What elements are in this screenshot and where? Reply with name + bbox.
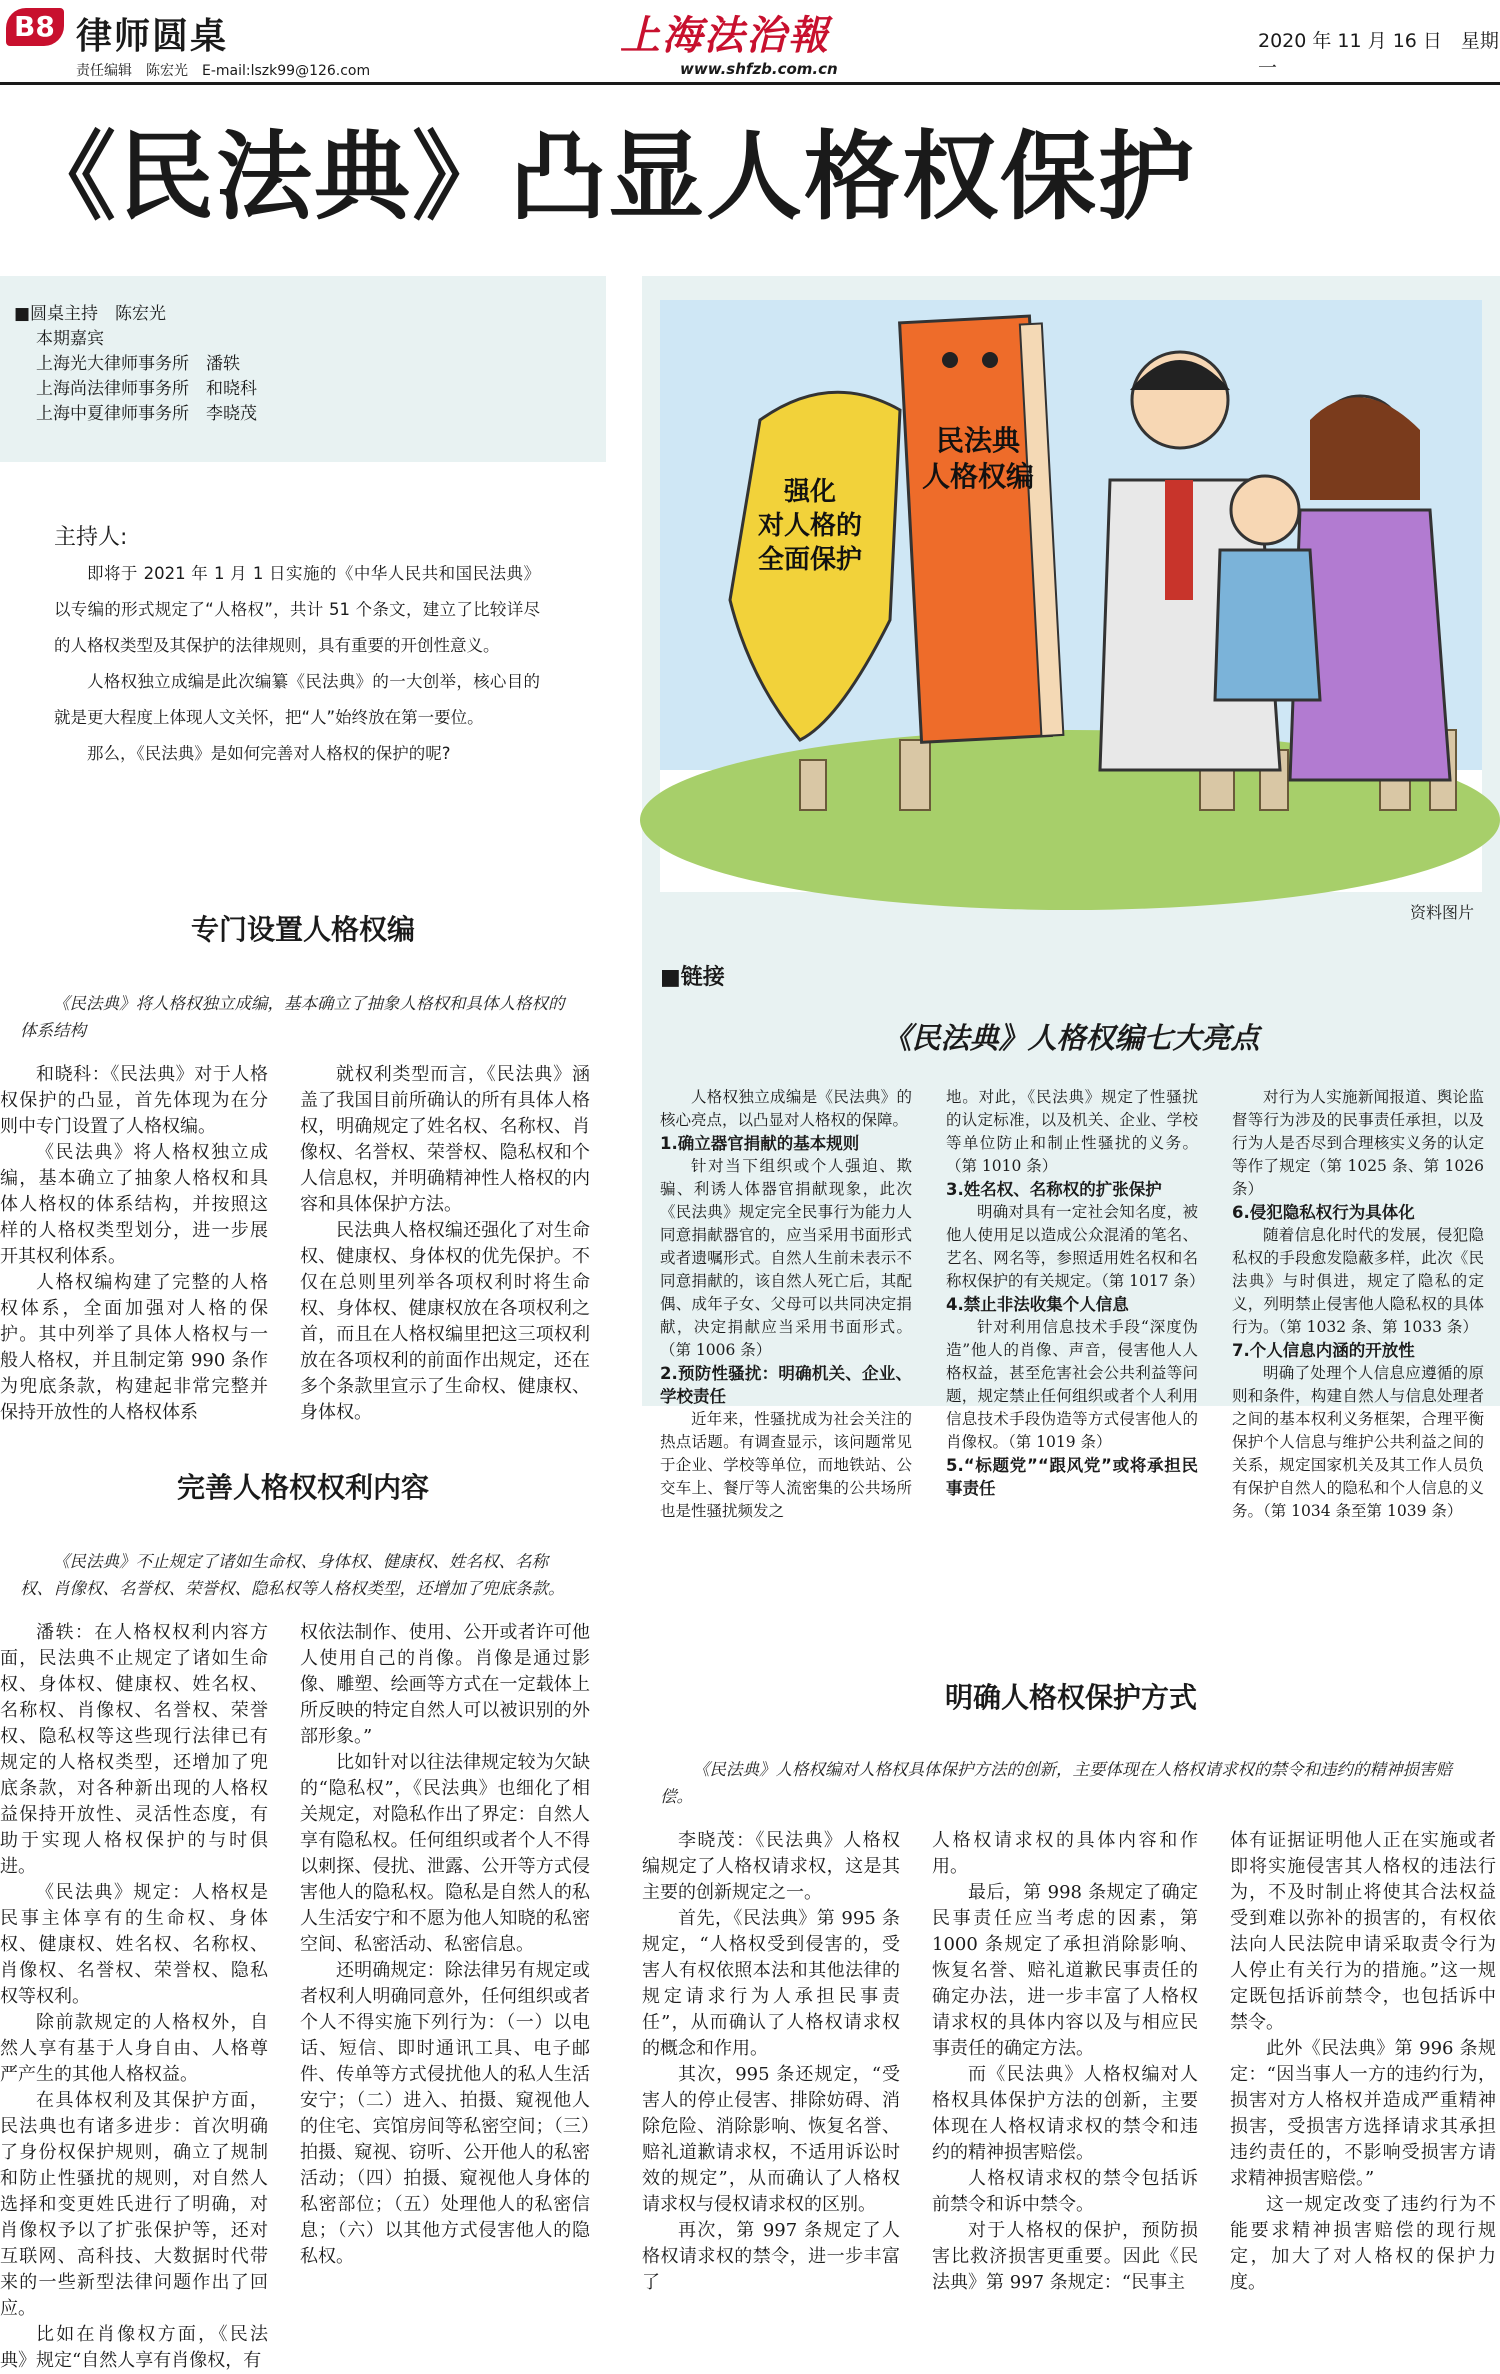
panel-guest-3: 上海中夏律师事务所 李晓茂	[36, 404, 257, 424]
s1-c2-p2: 民法典人格权编还强化了对生命权、健康权、身体权的优先保护。不仅在总则里列举各项权利时将生命权、身体权、健康权放在各项权利之首，而且在人格权编里把这三项权利放在各项权利的前面作出规定，还在多个条款里宣示了生命权、健康权、身体权。	[300, 1220, 590, 1423]
s2-c1-p4: 在具体权利及其保护方面，民法典也有诸多进步：首次明确了身份权保护规则，确立了规制和防止性骚扰的规则，对自然人选择和变更姓氏进行了明确，对肖像权予以了扩张保护等，还对互联网、高科技、大数据时代带来的一些新型法律问题作出了回应。	[0, 2090, 268, 2319]
s3-c3-p1: 体有证据证明他人正在实施或者即将实施侵害其人格权的违法行为，不及时制止将使其合法权益受到难以弥补的损害的，有权依法向人民法院申请采取责令行为人停止有关行为的措施。”这一规定既包括诉前禁令，也包括诉中禁令。	[1230, 1830, 1496, 2033]
highlight-heading: 2.预防性骚扰：明确机关、企业、学校责任	[660, 1364, 912, 1406]
s1-c1-p1: 和晓科：《民法典》对于人格权保护的凸显，首先体现为在分则中专门设置了人格权编。	[0, 1064, 268, 1137]
highlight-paragraph: 明确对具有一定社会知名度，被他人使用足以造成公众混淆的笔名、艺名、网名等，参照适用姓名权和名称权保护的有关规定。（第 1017 条）	[946, 1203, 1205, 1290]
s2-c2-p2: 比如针对以往法律规定较为欠缺的“隐私权”，《民法典》也细化了相关规定，对隐私作出了界定：自然人享有隐私权。任何组织或者个人不得以刺探、侵扰、泄露、公开等方式侵害他人的隐私权。隐私是自然人的私人生活安宁和不愿为他人知晓的私密空间、私密活动、私密信息。	[300, 1752, 590, 1955]
s3-c2-p3: 而《民法典》人格权编对人格权具体保护方法的创新，主要体现在人格权请求权的禁令和违约的精神损害赔偿。	[932, 2064, 1198, 2163]
illustration	[660, 300, 1482, 892]
s2-c1-p5: 比如在肖像权方面，《民法典》规定“自然人享有肖像权，有	[0, 2324, 268, 2371]
s3-c2-p1: 人格权请求权的具体内容和作用。	[932, 1830, 1198, 1877]
highlight-paragraph: 随着信息化时代的发展，侵犯隐私权的手段愈发隐蔽多样，此次《民法典》与时俱进，规定了隐私的定义，列明禁止侵害他人隐私权的具体行为。（第 1032 条、第 1033 条）	[1232, 1226, 1484, 1336]
panel-guest-2: 上海尚法律师事务所 和晓科	[36, 379, 257, 399]
website: www.shfzb.com.cn	[680, 60, 838, 78]
section-2-col-1	[0, 1620, 268, 2374]
s2-c1-p2: 《民法典》规定：人格权是民事主体享有的生命权、身体权、健康权、姓名权、名称权、肖像权、名誉权、荣誉权、隐私权等权利。	[0, 1882, 268, 2007]
section-1-lead: 《民法典》将人格权独立成编，基本确立了抽象人格权和具体人格权的体系结构	[20, 994, 565, 1040]
host-para-1: 即将于 2021 年 1 月 1 日实施的《中华人民共和国民法典》以专编的形式规定了“人格权”，共计 51 个条文，建立了比较详尽的人格权类型及其保护的法律规则，具有重要的开创性意义。	[54, 564, 540, 655]
highlight-heading: 7.个人信息内涵的开放性	[1232, 1341, 1415, 1360]
host-label: 主持人:	[54, 525, 128, 550]
section-title: 律师圆桌	[76, 16, 229, 57]
link-col-3	[1232, 1086, 1484, 1523]
section-3-lead: 《民法典》人格权编对人格权具体保护方法的创新，主要体现在人格权请求权的禁令和违约的精神损害赔偿。	[660, 1760, 1452, 1806]
s3-c2-p5: 对于人格权的保护，预防损害比救济损害更重要。因此《民法典》第 997 条规定：“民事主	[932, 2220, 1198, 2293]
host-para-3: 那么，《民法典》是如何完善对人格权的保护的呢?	[87, 744, 451, 763]
guest-list	[14, 302, 257, 427]
link-label: ■链接	[660, 965, 725, 990]
editor-line: 责任编辑 陈宏光 E-mail:lszk99@126.com	[76, 63, 371, 79]
section-1-col-1	[0, 1062, 268, 1426]
section-2-col-2	[300, 1620, 590, 2270]
s2-c1-p3: 除前款规定的人格权外，自然人享有基于人身自由、人格尊严产生的其他人格权益。	[0, 2012, 268, 2085]
s3-c1-p2: 首先，《民法典》第 995 条规定，“人格权受到侵害的，受害人有权依照本法和其他法律的规定请求行为人承担民事责任”，从而确认了人格权请求权的概念和作用。	[642, 1908, 900, 2059]
s2-c1-p1: 潘轶：在人格权权利内容方面，民法典不止规定了诸如生命权、身体权、健康权、姓名权、名称权、肖像权、名誉权、荣誉权、隐私权等这些现行法律已有规定的人格权类型，还增加了兜底条款，对各种新出现的人格权益保持开放性、灵活性态度，有助于实现人格权保护的与时俱进。	[0, 1622, 268, 1877]
highlight-heading: 3.姓名权、名称权的扩张保护	[946, 1180, 1162, 1199]
section-3-col-1	[642, 1828, 900, 2296]
section-2-title: 完善人格权权利内容	[176, 1471, 429, 1504]
section-3-col-3	[1230, 1828, 1496, 2296]
s2-c2-p3: 还明确规定：除法律另有规定或者权利人明确同意外，任何组织或者个人不得实施下列行为：（一）以电话、短信、即时通讯工具、电子邮件、传单等方式侵扰他人的私人生活安宁；（二）进入、拍摄、窥视他人的住宅、宾馆房间等私密空间；（三）拍摄、窥视、窃听、公开他人的私密活动；（四）拍摄、窥视他人身体的私密部位；（五）处理他人的私密信息；（六）以其他方式侵害他人的隐私权。	[300, 1960, 590, 2267]
s3-c1-p4: 再次，第 997 条规定了人格权请求权的禁令，进一步丰富了	[642, 2220, 900, 2293]
panel-host: ■圆桌主持 陈宏光	[14, 304, 167, 324]
book-text: 民法典人格权编	[921, 424, 1035, 493]
highlight-heading: 4.禁止非法收集个人信息	[946, 1295, 1129, 1314]
highlight-heading: 6.侵犯隐私权行为具体化	[1232, 1203, 1415, 1222]
s1-c1-p3: 人格权编构建了完整的人格权体系，全面加强对人格的保护。其中列举了具体人格权与一般人格权，并且制定第 990 条作为兜底条款，构建起非常完整并保持开放性的人格权体系	[0, 1272, 268, 1423]
highlight-paragraph: 明确了处理个人信息应遵循的原则和条件，构建自然人与信息处理者之间的基本权利义务框架，合理平衡保护个人信息与维护公共利益之间的关系，规定国家机关及其工作人员负有保护自然人的隐私和个人信息的义务。（第 1034 条至第 1039 条）	[1232, 1364, 1484, 1520]
section-3-title: 明确人格权保护方式	[944, 1681, 1197, 1714]
link-col-2	[946, 1086, 1205, 1500]
page-number: B8	[14, 10, 55, 43]
s3-c3-p3: 这一规定改变了违约行为不能要求精神损害赔偿的现行规定，加大了对人格权的保护力度。	[1230, 2194, 1496, 2293]
date-line: 2020 年 11 月 16 日 星期一	[1258, 30, 1499, 79]
link-title: 《民法典》人格权编七大亮点	[882, 1021, 1260, 1055]
paper-masthead: 上海法治報	[620, 12, 830, 59]
headline: 《民法典》凸显人格权保护	[20, 121, 1196, 233]
section-2-lead: 《民法典》不止规定了诸如生命权、身体权、健康权、姓名权、名称权、肖像权、名誉权、荣誉权、隐私权等人格权类型，还增加了兜底条款。	[20, 1552, 565, 1598]
panel-guest-heading: 本期嘉宾	[36, 329, 104, 349]
shield-text: 强化对人格的全面保护	[757, 477, 863, 575]
section-1-title: 专门设置人格权编	[190, 913, 415, 946]
panel-guest-1: 上海光大律师事务所 潘轶	[36, 354, 240, 374]
highlight-paragraph: 地。对此，《民法典》规定了性骚扰的认定标准，以及机关、企业、学校等单位防止和制止性骚扰的义务。（第 1010 条）	[946, 1088, 1198, 1175]
highlight-paragraph: 针对当下组织或个人强迫、欺骗、利诱人体器官捐献现象，此次《民法典》规定完全民事行为能力人同意捐献器官的，应当采用书面形式或者遗嘱形式。自然人生前未表示不同意捐献的，该自然人死亡后，其配偶、成年子女、父母可以共同决定捐献，决定捐献应当采用书面形式。（第 1006 条）	[660, 1157, 912, 1359]
host-intro	[54, 556, 540, 772]
image-credit: 资料图片	[1410, 903, 1475, 922]
s1-c2-p1: 就权利类型而言，《民法典》涵盖了我国目前所确认的所有具体人格权，明确规定了姓名权、名称权、肖像权、名誉权、荣誉权、隐私权和个人信息权，并明确精神性人格权的内容和具体保护方法。	[300, 1064, 590, 1215]
highlight-paragraph: 针对利用信息技术手段“深度伪造”他人的肖像、声音，侵害他人人格权益，甚至危害社会公共利益等问题，规定禁止任何组织或者个人利用信息技术手段伪造等方式侵害他人的肖像权。（第 1019 条）	[946, 1318, 1198, 1451]
header-rule	[0, 82, 1500, 85]
section-3-col-2	[932, 1828, 1198, 2296]
host-para-2: 人格权独立成编是此次编纂《民法典》的一大创举，核心目的就是更大程度上体现人文关怀，把“人”始终放在第一要位。	[54, 672, 540, 727]
highlight-paragraph: 对行为人实施新闻报道、舆论监督等行为涉及的民事责任承担，以及行为人是否尽到合理核实义务的认定等作了规定（第 1025 条、第 1026 条）	[1232, 1088, 1484, 1198]
s3-c2-p2: 最后，第 998 条规定了确定民事责任应当考虑的因素，第 1000 条规定了承担消除影响、恢复名誉、赔礼道歉民事责任的确定办法，进一步丰富了人格权请求权的具体内容以及与相应民事责任的确定方法。	[932, 1882, 1198, 2059]
link-col-1	[660, 1086, 912, 1523]
s2-c2-p1: 权依法制作、使用、公开或者许可他人使用自己的肖像。肖像是通过影像、雕塑、绘画等方式在一定载体上所反映的特定自然人可以被识别的外部形象。”	[300, 1622, 590, 1747]
s1-c1-p2: 《民法典》将人格权独立成编，基本确立了抽象人格权和具体人格权的体系结构，并按照这样的人格权类型划分，进一步展开其权利体系。	[0, 1142, 268, 1267]
s3-c3-p2: 此外《民法典》第 996 条规定：“因当事人一方的违约行为，损害对方人格权并造成严重精神损害，受损害方选择请求其承担违约责任的，不影响受损害方请求精神损害赔偿。”	[1230, 2038, 1496, 2189]
s3-c1-p3: 其次，995 条还规定，“受害人的停止侵害、排除妨碍、消除危险、消除影响、恢复名誉、赔礼道歉请求权，不适用诉讼时效的规定”，从而确认了人格权请求权与侵权请求权的区别。	[642, 2064, 900, 2215]
highlight-heading: 5.“标题党”“跟风党”或将承担民事责任	[946, 1456, 1198, 1498]
s3-c2-p4: 人格权请求权的禁令包括诉前禁令和诉中禁令。	[932, 2168, 1198, 2215]
highlight-paragraph: 人格权独立成编是《民法典》的核心亮点，以凸显对人格权的保障。	[660, 1088, 912, 1129]
s3-c1-p1: 李晓茂：《民法典》人格权编规定了人格权请求权，这是其主要的创新规定之一。	[642, 1830, 900, 1903]
highlight-heading: 1.确立器官捐献的基本规则	[660, 1134, 860, 1153]
highlight-paragraph: 近年来，性骚扰成为社会关注的热点话题。有调查显示，该问题常见于企业、学校等单位，而地铁站、公交车上、餐厅等人流密集的公共场所也是性骚扰频发之	[660, 1410, 912, 1520]
section-1-col-2	[300, 1062, 590, 1426]
